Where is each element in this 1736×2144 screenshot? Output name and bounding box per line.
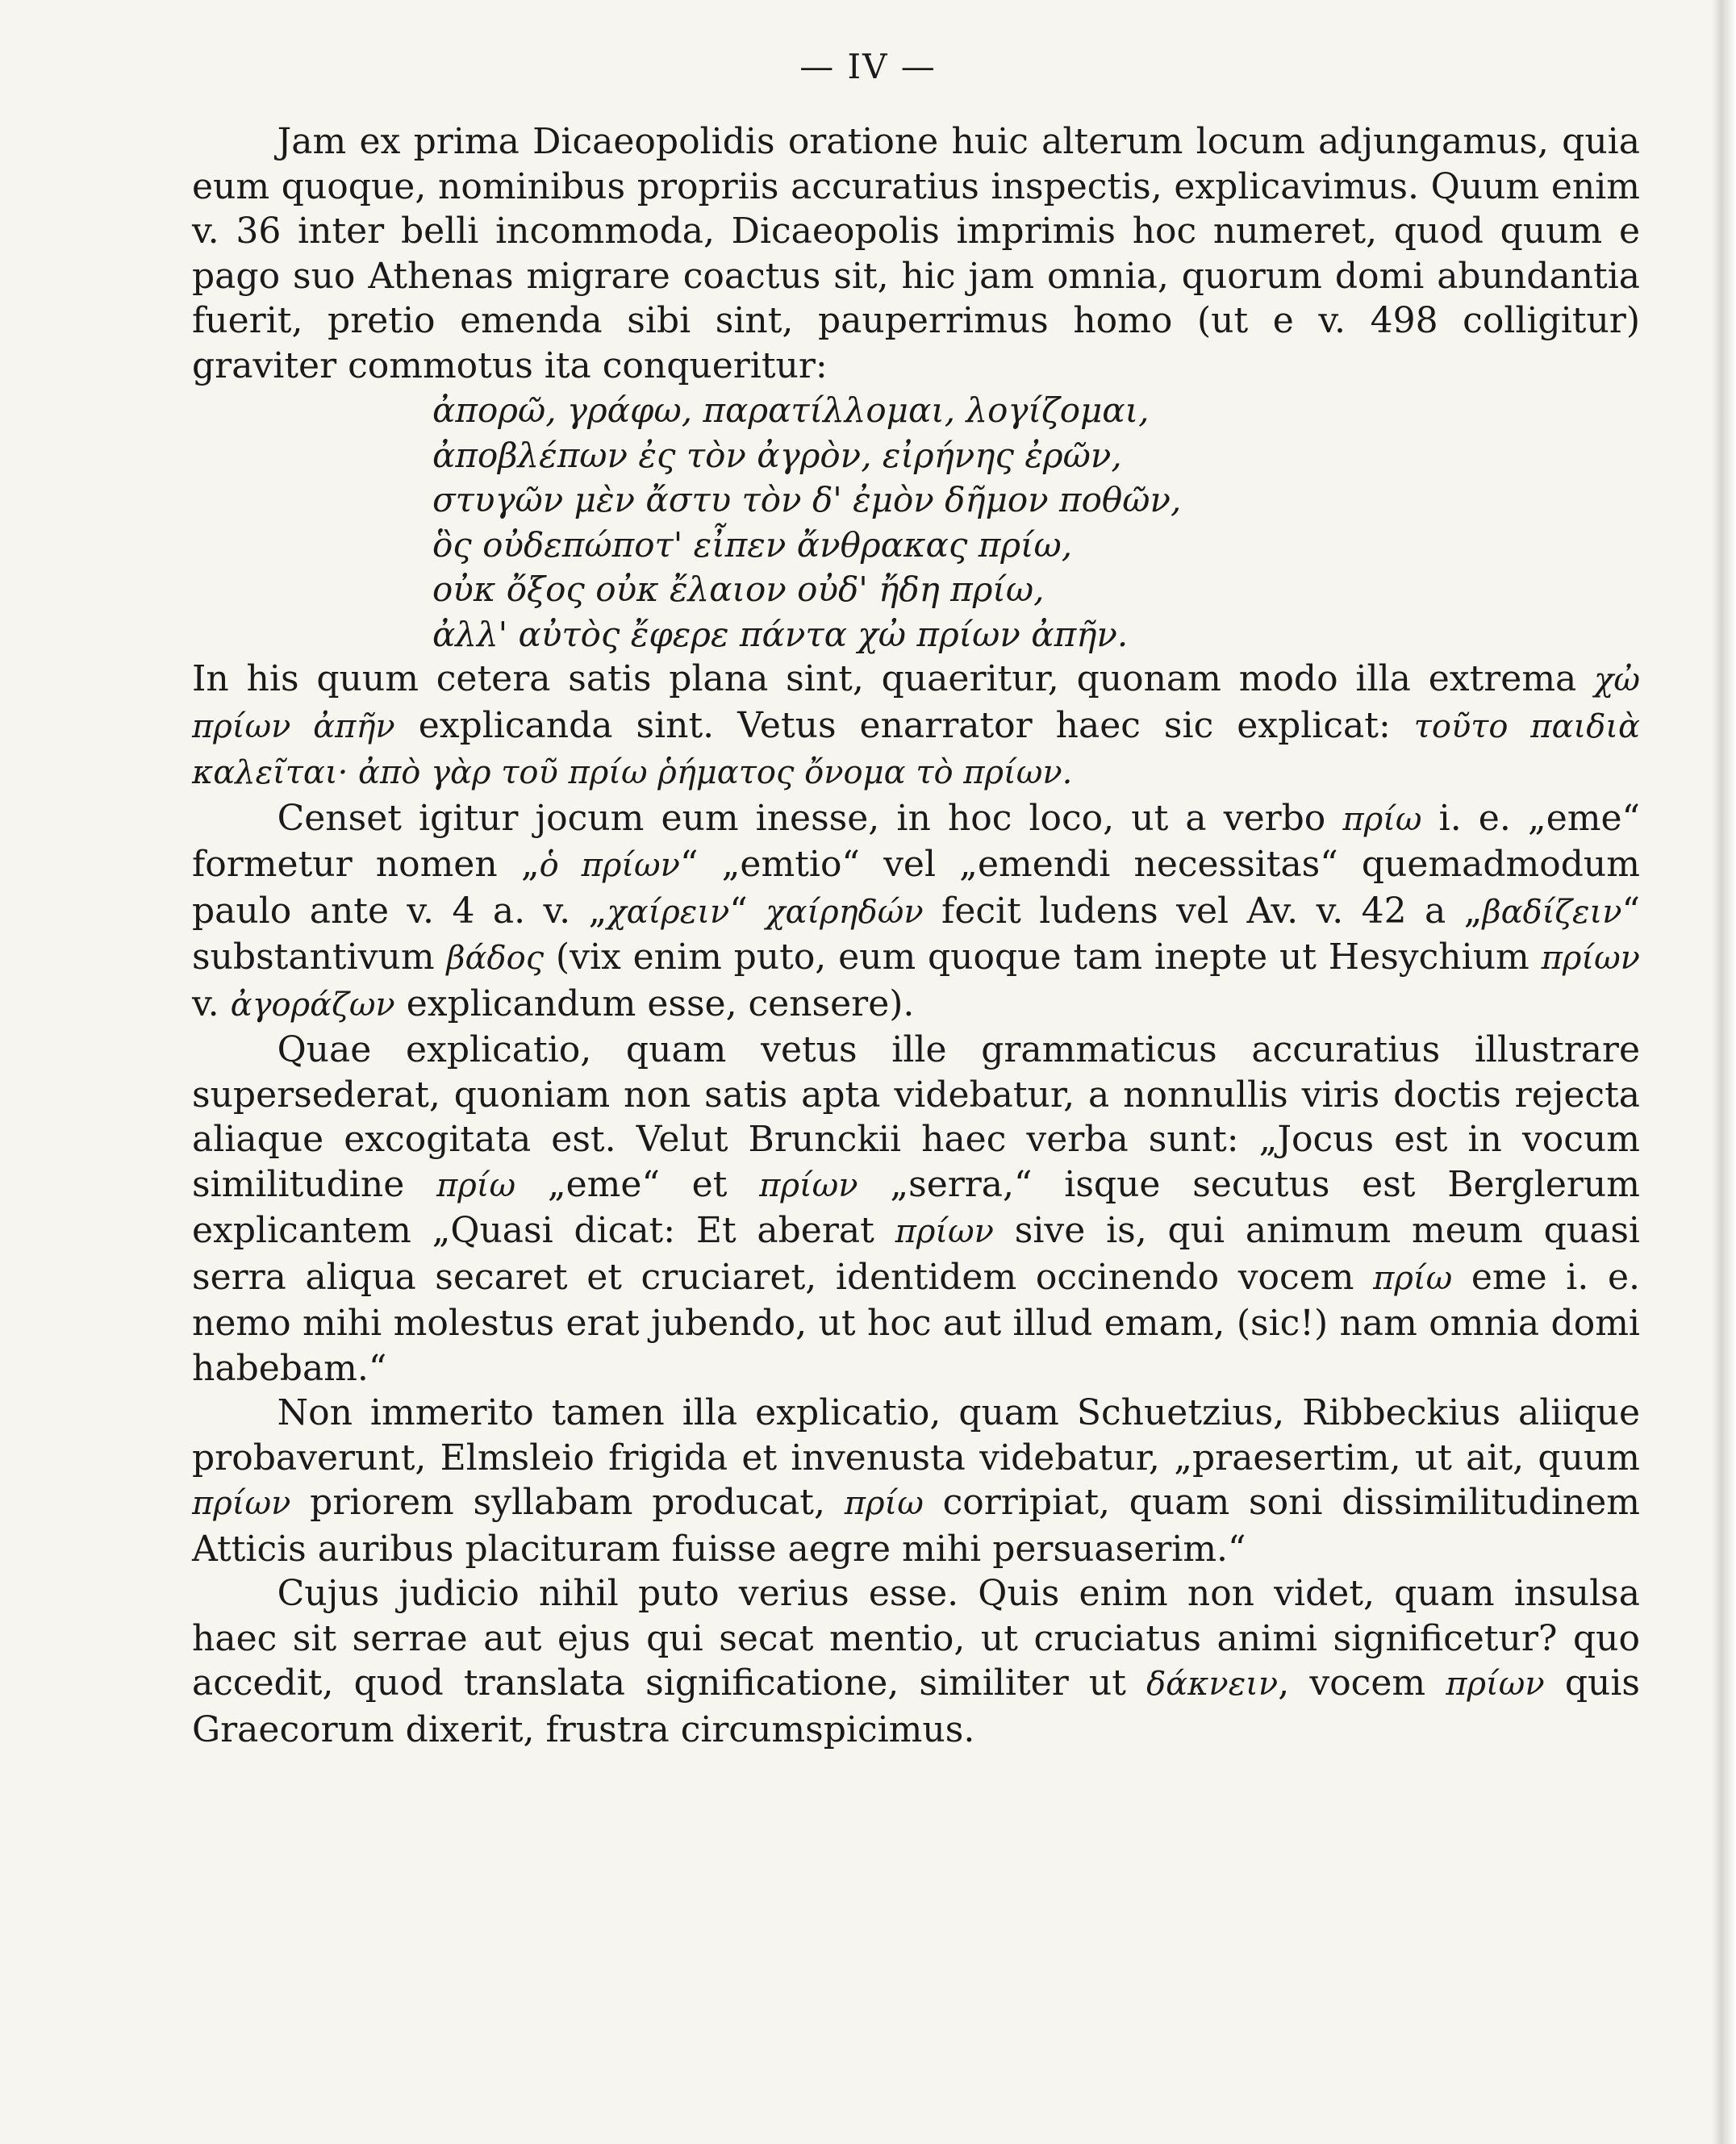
paragraph-4-text-c: „serra,“ isque secutus est Berglerum explicantem „Quasi dicat: Et aberat	[192, 1163, 1640, 1251]
verse-line-5: οὐκ ὄξος οὐκ ἔλαιον οὐδ' ἤδη πρίω,	[432, 569, 1045, 609]
paragraph-6-text-b: , vocem	[1278, 1662, 1446, 1704]
paragraph-3-text-h: v.	[192, 982, 231, 1024]
paragraph-3	[192, 796, 1640, 1028]
paragraph-5-text-b: priorem syllabam producat,	[290, 1482, 845, 1523]
paragraph-4-greek-3: πρίων	[895, 1213, 994, 1250]
paragraph-1: Jam ex prima Dicaeopolidis oratione huic alterum locum adjungamus, quia eum quoque, nominibus propriis accuratius inspectis, explicavimus. Quum enim v. 36 inter belli incommoda, Dicaeopolis imprimis hoc numeret, quod quum e pago suo Athenas migrare coactus sit, hic jam omnia, quorum domi abundantia fuerit, pretio emenda sibi sint, pauperrimus homo (ut e v. 498 colligitur) graviter commotus ita conqueritur:	[192, 121, 1640, 386]
paragraph-3-text-d: “	[729, 890, 766, 932]
verse-line-2: ἀποβλέπων ἐς τὸν ἀγρὸν, εἰρήνης ἐρῶν,	[432, 435, 1122, 475]
paragraph-3-text-e: fecit ludens vel Av. v. 42 a „	[923, 890, 1483, 932]
paragraph-3-greek-1: πρίω	[1342, 800, 1422, 838]
paragraph-3-text-b: i. e. „eme“ formetur nomen „	[192, 797, 1640, 885]
paragraph-3-text-i: explicandum esse, censere).	[394, 982, 915, 1024]
page-edge-shadow	[1712, 0, 1736, 2144]
paragraph-5-text-a: Non immerito tamen illa explicatio, quam Schuetzius, Ribbeckius aliique probaverunt, Elmsleio frigida et invenusta videbatur, „praesertim, ut ait, quum	[192, 1392, 1640, 1479]
paragraph-3-greek-3: χαίρειν	[607, 893, 730, 931]
paragraph-3-greek-2: ὁ πρίων	[539, 847, 680, 884]
paragraph-2-text-b: explicanda sint. Vetus enarrator haec sic explicat:	[394, 704, 1414, 746]
paragraph-6-text-a: Cujus judicio nihil puto verius esse. Quis enim non videt, quam insulsa haec sit serrae aut ejus qui secat mentio, ut cruciatus animi significetur? quo accedit, quod translata significatione, similiter ut	[192, 1573, 1640, 1704]
body-text	[192, 119, 1640, 1752]
paragraph-4-text-b: „eme“ et	[515, 1163, 760, 1205]
paragraph-4-greek-1: πρίω	[436, 1166, 516, 1204]
paragraph-6	[192, 1571, 1640, 1752]
paragraph-4-text-a: Quae explicatio, quam vetus ille grammaticus accuratius illustrare supersederat, quoniam non satis apta videbatur, a nonnullis viris doctis rejecta aliaque excogitata est. Velut Brunckii haec verba sunt: „Jocus est in vocum similitudine	[192, 1029, 1640, 1205]
paragraph-3-text-a: Censet igitur jocum eum inesse, in hoc loco, ut a verbo	[277, 797, 1343, 839]
paragraph-3-text-f: “ substantivum	[192, 890, 1641, 978]
paragraph-4	[192, 1028, 1640, 1391]
paragraph-3-greek-7: πρίων	[1541, 940, 1640, 977]
greek-verse-quote	[432, 388, 1640, 657]
paragraph-3-greek-4: χαίρηδών	[766, 893, 924, 931]
paragraph-5-greek-2: πρίω	[844, 1485, 924, 1522]
paragraph-2-greek-2: τοῦτο παιδιὰ καλεῖται· ἀπὸ γὰρ τοῦ πρίω ῥήματος ὄνομα τὸ πρίων.	[192, 707, 1640, 791]
paragraph-6-greek-2: πρίων	[1446, 1666, 1545, 1703]
paragraph-3-text-c: “ „emtio“ vel „emendi necessitas“ quemadmodum paulo ante v. 4 a. v. „	[192, 844, 1640, 932]
verse-line-4: ὃς οὐδεπώποτ' εἶπεν ἄνθρακας πρίω,	[432, 524, 1073, 565]
verse-line-6: ἀλλ' αὐτὸς ἔφερε πάντα χὠ πρίων ἀπῆν.	[432, 614, 1129, 654]
paragraph-5	[192, 1391, 1640, 1571]
paragraph-3-greek-8: ἀγοράζων	[230, 986, 395, 1024]
page-number: — IV —	[799, 47, 937, 86]
verse-line-1: ἀπορῶ, γράφω, παρατίλλομαι, λογίζομαι,	[432, 390, 1150, 430]
verse-line-3: στυγῶν μὲν ἄστυ τὸν δ' ἐμὸν δῆμον ποθῶν,	[432, 480, 1182, 519]
paragraph-4-greek-2: πρίων	[759, 1166, 858, 1204]
paragraph-2-text-a: In his quum cetera satis plana sint, quaeritur, quonam modo illa extrema	[192, 658, 1595, 699]
paragraph-5-greek-1: πρίων	[192, 1485, 291, 1522]
paragraph-3-greek-5: βαδίζειν	[1482, 893, 1622, 931]
paragraph-4-greek-4: πρίω	[1373, 1259, 1453, 1297]
paragraph-2-greek-1: χὠ πρίων ἀπῆν	[192, 661, 1640, 745]
paragraph-4-text-d: sive is, qui animum meum quasi serra aliqua secaret et cruciaret, identidem occinendo vocem	[192, 1210, 1640, 1298]
paragraph-2	[192, 657, 1640, 796]
paragraph-5-text-c: corripiat, quam soni dissimilitudinem Atticis auribus placituram fuisse aegre mihi persuaserim.“	[192, 1482, 1640, 1570]
paragraph-4-text-e: eme i. e. nemo mihi molestus erat jubendo, ut hoc aut illud emam, (sic!) nam omnia domi habebam.“	[192, 1256, 1641, 1389]
paragraph-6-greek-1: δάκνειν	[1146, 1666, 1279, 1703]
paragraph-3-text-g: (vix enim puto, eum quoque tam inepte ut Hesychium	[544, 936, 1542, 978]
paragraph-3-greek-6: βάδος	[446, 940, 545, 977]
paragraph-6-text-c: quis Graecorum dixerit, frustra circumspicimus.	[192, 1662, 1640, 1750]
